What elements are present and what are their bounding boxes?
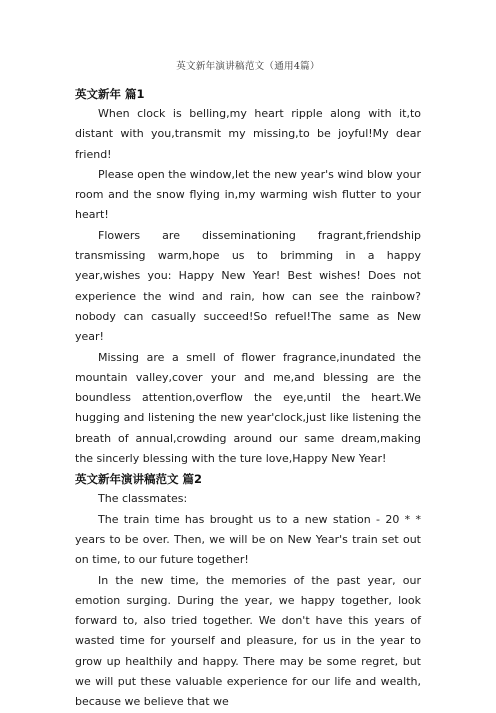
section-2: [75, 469, 421, 712]
paragraph: In the new time, the memories of the past year, our emotion surging. During the year, we happy together, look forward to, also tried together. We don't have this years of wasted time for yourself and pleasure, for us in the year to grow up healthily and happy. There may be some regret, but we will put these valuable experience for our life and wealth, because we believe that we: [75, 573, 421, 709]
paragraph: The train time has brought us to a new station - 20 * * years to be over. Then, we will be on New Year's train set out on time, to our future together!: [75, 512, 421, 567]
paragraph: Missing are a smell of flower fragrance,inundated the mountain valley,cover your and me,and blessing are the boundless attention,overflow the eye,until the heart.We hugging and listening the new year'clock,just like listening the breath of annual,crowding around our same dream,making the sincerly blessing with the ture love,Happy New Year!: [75, 350, 421, 466]
paragraph: When clock is belling,my heart ripple along with it,to distant with you,transmit my missing,to be joyful!My dear friend!: [75, 107, 421, 161]
document-header: 英文新年演讲稿范文（通用4篇）: [176, 61, 320, 72]
section-1: [75, 84, 421, 469]
section-heading: 英文新年 篇1: [75, 87, 145, 101]
section-heading: 英文新年演讲稿范文 篇2: [75, 472, 203, 487]
paragraph: Please open the window,let the new year's wind blow your room and the snow flying in,my warming wish flutter to your heart!: [75, 167, 421, 222]
paragraph: Flowers are disseminationing fragrant,friendship transmissing warm,hope us to brimming in a happy year,wishes you: Happy New Year! Best wishes! Does not experience the wind and rain, how can see the rainbow?nobody can casually succeed!So refuel!The same as New year!: [75, 228, 421, 344]
document-body: [75, 84, 421, 713]
paragraph: The classmates:: [98, 492, 188, 506]
